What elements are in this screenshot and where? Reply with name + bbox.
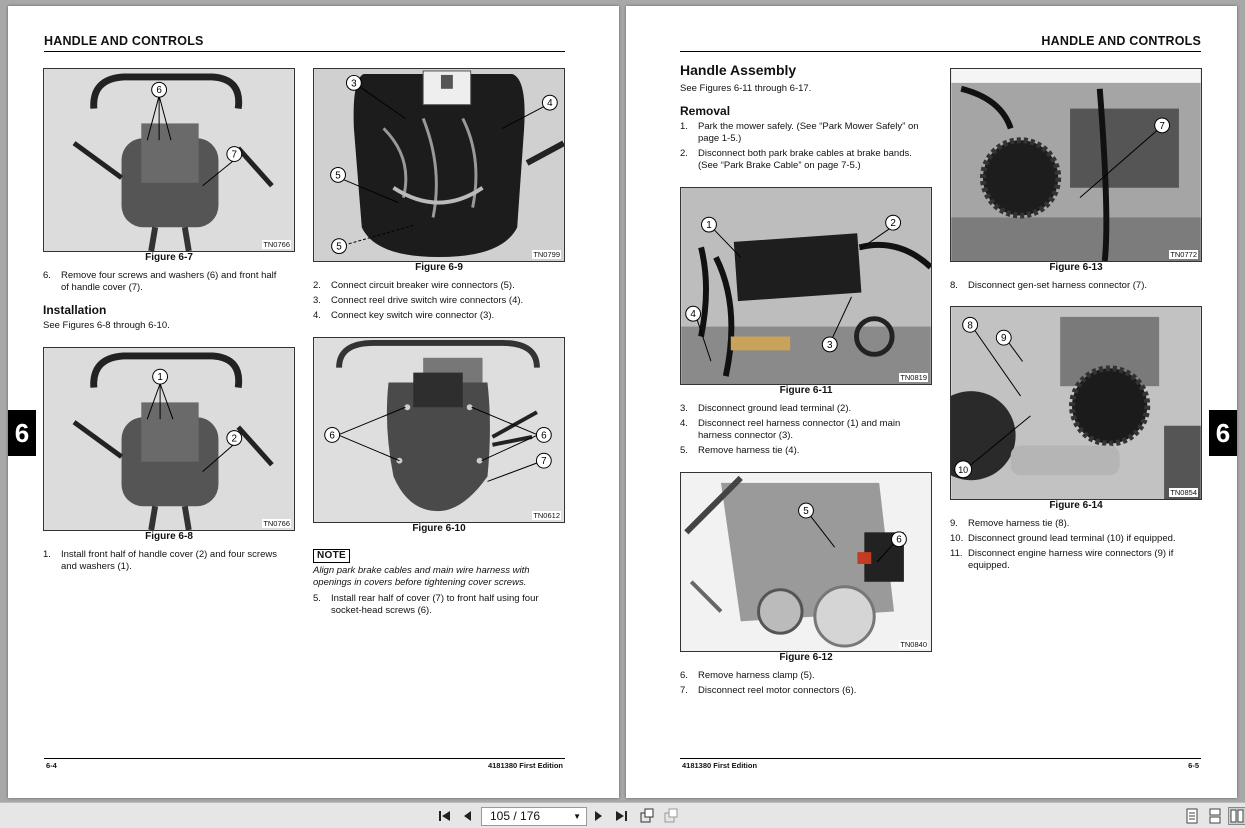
callout-2: 2 (231, 433, 238, 445)
callout-7: 7 (541, 456, 547, 468)
callout-6: 6 (329, 430, 335, 442)
continuous-view-button[interactable] (1206, 807, 1224, 825)
next-page-icon (594, 810, 604, 822)
figure-6-9-caption: Figure 6-9 (415, 262, 463, 273)
step-9: 9. Remove harness tie (8). (950, 518, 1070, 529)
figure-code: TN0819 (900, 373, 927, 382)
prev-page-icon (462, 810, 472, 822)
figure-6-13-caption: Figure 6-13 (1049, 262, 1103, 273)
continuous-icon (1209, 808, 1221, 824)
step-2: 2. Disconnect both park brake cables at brake bands. (See “Park Brake Cable” on page 7-5.) (680, 148, 912, 171)
step-3: 3. Disconnect ground lead terminal (2). (680, 403, 852, 414)
callout-6: 6 (156, 85, 162, 97)
first-page-icon (438, 810, 452, 822)
handle-assembly-title: Handle Assembly (680, 62, 797, 78)
callout-9: 9 (1001, 333, 1007, 345)
callout-3: 3 (827, 339, 833, 351)
section-title: HANDLE AND CONTROLS (44, 34, 204, 48)
callout-7: 7 (1159, 120, 1165, 132)
callout-4: 4 (690, 309, 696, 321)
figure-6-13-image (950, 68, 1202, 262)
copy-button[interactable] (662, 807, 680, 825)
figure-6-8-caption: Figure 6-8 (145, 531, 193, 542)
rotate-icon (639, 808, 655, 824)
chevron-down-icon: ▼ (573, 812, 581, 821)
last-page-icon (614, 810, 628, 822)
figure-code: TN0772 (1170, 250, 1197, 259)
callout-5: 5 (335, 170, 341, 182)
callout-2: 2 (890, 218, 896, 230)
figure-6-8-image (43, 347, 295, 531)
page-footer (680, 758, 1201, 772)
figure-code: TN0799 (533, 250, 560, 259)
figure-code: TN0854 (1170, 488, 1197, 497)
step-1: 1. Install front half of handle cover (2) and four screws and washers (1). (43, 549, 277, 572)
page-number-select[interactable] (481, 807, 587, 826)
page-indicator: 105 / 176 (490, 809, 541, 823)
figure-6-10-caption: Figure 6-10 (412, 523, 466, 534)
page-number: 6-4 (46, 761, 57, 770)
installation-see: See Figures 6-8 through 6-10. (43, 320, 170, 331)
section-title: HANDLE AND CONTROLS (1041, 34, 1201, 48)
callout-10: 10 (958, 464, 969, 475)
step-8: 8. Disconnect gen-set harness connector (7). (950, 280, 1148, 291)
single-page-view-button[interactable] (1183, 807, 1201, 825)
figure-6-14-image (950, 306, 1202, 500)
figure-6-7-image (43, 68, 295, 252)
figure-6-12-caption: Figure 6-12 (779, 652, 833, 663)
callout-6b: 6 (541, 430, 547, 442)
page-header (680, 28, 1201, 52)
page-footer (44, 758, 565, 772)
rotate-button[interactable] (638, 807, 656, 825)
callout-7: 7 (231, 149, 238, 161)
figure-6-11-image (680, 187, 932, 385)
step-5: 5. Remove harness tie (4). (680, 445, 800, 456)
removal-heading: Removal (680, 104, 731, 118)
last-page-button[interactable] (612, 807, 630, 825)
callout-4: 4 (547, 98, 553, 110)
edition: 4181380 First Edition (682, 761, 758, 770)
handle-assembly-see: See Figures 6-11 through 6-17. (680, 83, 812, 94)
figure-6-12-image (680, 472, 932, 652)
step-4: 4. Disconnect reel harness connector (1) and main harness connector (3). (680, 418, 901, 441)
note-label: NOTE (313, 549, 350, 563)
left-page (8, 6, 619, 798)
figure-code: TN0612 (533, 511, 560, 520)
note-text: Align park brake cables and main wire harness with openings in covers before tightening cover screws. (313, 565, 530, 588)
edition: 4181380 First Edition (487, 761, 563, 770)
callout-6: 6 (896, 534, 902, 546)
copy-icon (663, 808, 679, 824)
figure-6-11-caption: Figure 6-11 (779, 385, 833, 396)
step-10: 10. Disconnect ground lead terminal (10) if equipped. (950, 533, 1176, 544)
section-tab-left: 6 (8, 410, 36, 456)
installation-heading: Installation (43, 303, 107, 317)
callout-5b: 5 (336, 241, 342, 253)
first-page-button[interactable] (436, 807, 454, 825)
step-3: 3. Connect reel drive switch wire connectors (4). (313, 295, 524, 306)
step-4: 4. Connect key switch wire connector (3). (313, 310, 495, 321)
step-7: 7. Disconnect reel motor connectors (6). (680, 685, 857, 696)
figure-6-14-caption: Figure 6-14 (1049, 500, 1103, 511)
figure-6-10-image (313, 337, 565, 523)
callout-1: 1 (157, 372, 163, 384)
prev-page-button[interactable] (458, 807, 476, 825)
callout-8: 8 (967, 320, 973, 332)
step-1: 1. Park the mower safely. (See “Park Mower Safely” on page 1-5.) (680, 121, 919, 144)
step-5: 5. Install rear half of cover (7) to front half using four socket-head screws (6). (313, 593, 539, 616)
two-page-view-button[interactable] (1228, 807, 1245, 825)
figure-6-9-image (313, 68, 565, 262)
section-tab-right: 6 (1209, 410, 1237, 456)
single-page-icon (1186, 808, 1198, 824)
page-number: 6-5 (1188, 761, 1199, 770)
callout-3: 3 (351, 78, 357, 90)
figure-code: TN0766 (263, 519, 290, 528)
step-2: 2. Connect circuit breaker wire connectors (5). (313, 280, 515, 291)
two-page-icon (1230, 809, 1244, 823)
step-6: 6. Remove harness clamp (5). (680, 670, 815, 681)
callout-5: 5 (803, 506, 809, 518)
figure-6-7-caption: Figure 6-7 (145, 252, 193, 263)
page-header (44, 28, 565, 52)
figure-code: TN0840 (900, 640, 927, 649)
callout-1: 1 (706, 220, 712, 232)
right-page (626, 6, 1237, 798)
step-11: 11. Disconnect engine harness wire connectors (9) if equipped. (950, 548, 1174, 571)
figure-code: TN0766 (263, 240, 290, 249)
viewer-toolbar (0, 802, 1245, 828)
next-page-button[interactable] (590, 807, 608, 825)
step-6: 6. Remove four screws and washers (6) and front half of handle cover (7). (43, 270, 277, 293)
